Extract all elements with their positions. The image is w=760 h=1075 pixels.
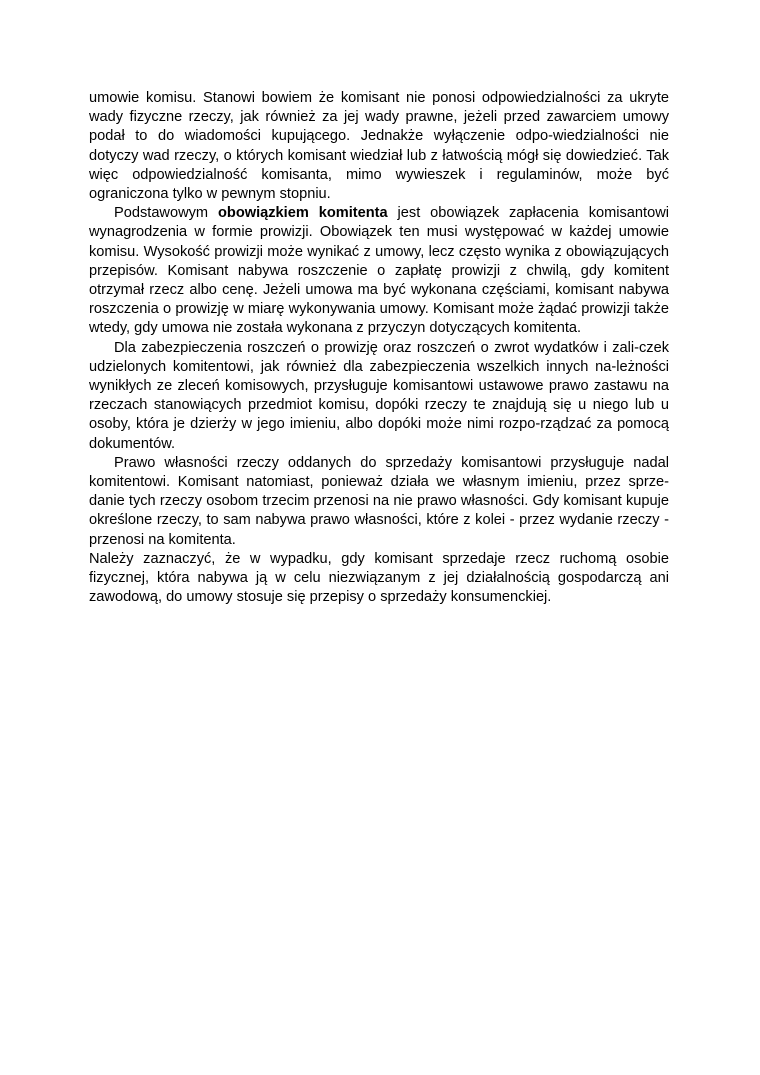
document-body [89,89,669,607]
paragraph-5 [89,550,669,608]
paragraph-4-text: Prawo własności rzeczy oddanych do sprzedaży komisantowi przysługuje nadal komitentowi. Komisant natomiast, ponieważ działa we własnym imieniu, przez sprze-danie tych rzeczy osobom trzecim przenosi na nie prawo własności. Gdy komisant kupuje określone rzeczy, to sam nabywa prawo własności, które z kolei - przez wydanie rzeczy - przenosi na komitenta. [89,454,669,548]
paragraph-2-text-after: jest obowiązek zapłacenia komisantowi wynagrodzenia w formie prowizji. Obowiązek ten musi występować w każdej umowie komisu. Wysokość prowizji może wynikać z umowy, lecz często wynika z obowiązujących przepisów. Komisant nabywa roszczenie o zapłatę prowizji z chwilą, gdy komitent otrzymał rzecz albo cenę. Jeżeli umowa ma być wykonana częściami, komisant nabywa roszczenia o prowizję w miarę wykonywania umowy. Komisant może żądać prowizji także wtedy, gdy umowa nie została wykonana z przyczyn dotyczących komitenta. [89,205,669,337]
paragraph-5-text: Należy zaznaczyć, że w wypadku, gdy komisant sprzedaje rzecz ruchomą osobie fizycznej, która nabywa ją w celu niezwiązanym z jej działalnością gospodarczą ani zawodową, do umowy stosuje się przepisy o sprzedaży konsumenckiej. [89,550,669,606]
paragraph-2-text-before: Podstawowym [114,205,218,222]
paragraph-1 [89,89,669,204]
paragraph-3 [89,339,669,454]
paragraph-2-bold-term: obowiązkiem komitenta [217,205,388,222]
paragraph-2 [89,204,669,338]
paragraph-4 [89,454,669,550]
paragraph-1-text: umowie komisu. Stanowi bowiem że komisant nie ponosi odpowiedzialności za ukryte wady fizyczne rzeczy, jak również za jej wady prawne, jeżeli przed zawarciem umowy podał to do wiadomości kupującego. Jednakże wyłączenie odpo-wiedzialności nie dotyczy wad rzeczy, o których komisant wiedział lub z łatwością mógł się dowiedzieć. Tak więc odpowiedzialność komisanta, mimo wywieszek i regulaminów, może być ograniczona tylko w pewnym stopniu. [89,90,669,203]
paragraph-3-text: Dla zabezpieczenia roszczeń o prowizję oraz roszczeń o zwrot wydatków i zali-czek udzielonych komitentowi, jak również dla zabezpieczenia wszelkich innych na-leżności wynikłych ze zleceń komisowych, przysługuje komisantowi ustawowe prawo zastawu na rzeczach stanowiących przedmiot komisu, dopóki rzeczy te znajdują się u niego lub u osoby, która je dzierży w jego imieniu, albo dopóki może nimi rozpo-rządzać za pomocą dokumentów. [89,339,669,452]
